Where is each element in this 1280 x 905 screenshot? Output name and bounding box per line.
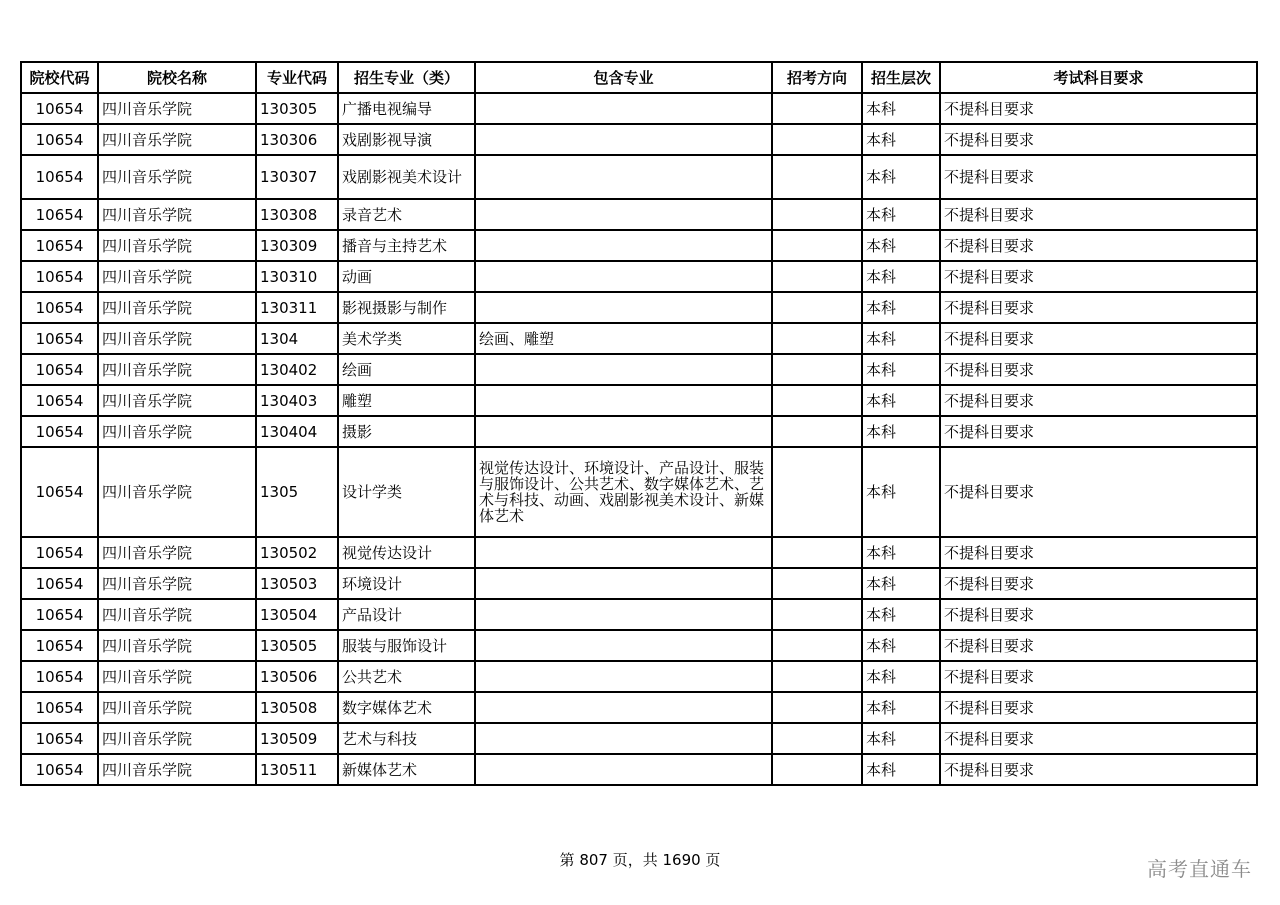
cell-major-code: 130308 xyxy=(256,199,338,230)
cell-school-code: 10654 xyxy=(21,723,98,754)
cell-major-code: 130309 xyxy=(256,230,338,261)
cell-school-name: 四川音乐学院 xyxy=(98,385,256,416)
cell-school-code: 10654 xyxy=(21,537,98,568)
cell-major: 绘画 xyxy=(338,354,475,385)
table-row xyxy=(21,93,1257,124)
cell-subject-requirement: 不提科目要求 xyxy=(940,199,1257,230)
cell-included-majors xyxy=(475,661,772,692)
cell-included-majors xyxy=(475,354,772,385)
cell-major-code: 130509 xyxy=(256,723,338,754)
cell-direction xyxy=(772,447,862,537)
cell-school-name: 四川音乐学院 xyxy=(98,692,256,723)
cell-school-name: 四川音乐学院 xyxy=(98,230,256,261)
cell-subject-requirement: 不提科目要求 xyxy=(940,155,1257,199)
cell-major: 数字媒体艺术 xyxy=(338,692,475,723)
table-body xyxy=(21,93,1257,785)
cell-school-code: 10654 xyxy=(21,261,98,292)
cell-major-code: 130404 xyxy=(256,416,338,447)
cell-school-code: 10654 xyxy=(21,661,98,692)
table-row xyxy=(21,385,1257,416)
cell-school-code: 10654 xyxy=(21,93,98,124)
cell-major: 新媒体艺术 xyxy=(338,754,475,785)
cell-included-majors: 绘画、雕塑 xyxy=(475,323,772,354)
header-major-code: 专业代码 xyxy=(256,62,338,93)
cell-major-code: 130402 xyxy=(256,354,338,385)
cell-subject-requirement: 不提科目要求 xyxy=(940,354,1257,385)
cell-included-majors xyxy=(475,124,772,155)
cell-subject-requirement: 不提科目要求 xyxy=(940,230,1257,261)
cell-direction xyxy=(772,155,862,199)
cell-major-code: 130502 xyxy=(256,537,338,568)
cell-major: 服装与服饰设计 xyxy=(338,630,475,661)
cell-major-code: 130310 xyxy=(256,261,338,292)
table-row xyxy=(21,692,1257,723)
page-number: 第 807 页，共 1690 页 xyxy=(559,851,721,869)
cell-included-majors xyxy=(475,385,772,416)
cell-major-code: 130511 xyxy=(256,754,338,785)
cell-major-code: 130506 xyxy=(256,661,338,692)
enrollment-table xyxy=(20,61,1258,786)
cell-subject-requirement: 不提科目要求 xyxy=(940,416,1257,447)
cell-school-name: 四川音乐学院 xyxy=(98,155,256,199)
cell-major: 播音与主持艺术 xyxy=(338,230,475,261)
cell-major: 视觉传达设计 xyxy=(338,537,475,568)
cell-school-name: 四川音乐学院 xyxy=(98,723,256,754)
cell-level: 本科 xyxy=(862,230,940,261)
cell-major-code: 1304 xyxy=(256,323,338,354)
cell-major-code: 1305 xyxy=(256,447,338,537)
table-row xyxy=(21,155,1257,199)
cell-subject-requirement: 不提科目要求 xyxy=(940,723,1257,754)
header-included-majors: 包含专业 xyxy=(475,62,772,93)
cell-level: 本科 xyxy=(862,630,940,661)
cell-major: 公共艺术 xyxy=(338,661,475,692)
cell-school-code: 10654 xyxy=(21,447,98,537)
cell-subject-requirement: 不提科目要求 xyxy=(940,447,1257,537)
cell-school-name: 四川音乐学院 xyxy=(98,93,256,124)
cell-direction xyxy=(772,354,862,385)
cell-school-name: 四川音乐学院 xyxy=(98,630,256,661)
cell-level: 本科 xyxy=(862,354,940,385)
cell-direction xyxy=(772,385,862,416)
cell-direction xyxy=(772,230,862,261)
cell-school-code: 10654 xyxy=(21,230,98,261)
cell-level: 本科 xyxy=(862,723,940,754)
cell-school-code: 10654 xyxy=(21,599,98,630)
cell-school-code: 10654 xyxy=(21,754,98,785)
cell-major-code: 130403 xyxy=(256,385,338,416)
table-row xyxy=(21,754,1257,785)
cell-level: 本科 xyxy=(862,537,940,568)
cell-subject-requirement: 不提科目要求 xyxy=(940,124,1257,155)
cell-included-majors xyxy=(475,692,772,723)
cell-direction xyxy=(772,292,862,323)
cell-school-code: 10654 xyxy=(21,385,98,416)
cell-level: 本科 xyxy=(862,661,940,692)
cell-major-code: 130311 xyxy=(256,292,338,323)
cell-level: 本科 xyxy=(862,754,940,785)
cell-subject-requirement: 不提科目要求 xyxy=(940,261,1257,292)
table-row xyxy=(21,723,1257,754)
cell-direction xyxy=(772,93,862,124)
cell-direction xyxy=(772,692,862,723)
cell-major: 环境设计 xyxy=(338,568,475,599)
cell-major: 影视摄影与制作 xyxy=(338,292,475,323)
cell-subject-requirement: 不提科目要求 xyxy=(940,93,1257,124)
header-subject-requirement: 考试科目要求 xyxy=(940,62,1257,93)
cell-level: 本科 xyxy=(862,292,940,323)
cell-direction xyxy=(772,537,862,568)
cell-direction xyxy=(772,199,862,230)
cell-school-name: 四川音乐学院 xyxy=(98,261,256,292)
cell-school-name: 四川音乐学院 xyxy=(98,416,256,447)
table-row xyxy=(21,230,1257,261)
cell-major-code: 130504 xyxy=(256,599,338,630)
cell-school-name: 四川音乐学院 xyxy=(98,568,256,599)
cell-school-code: 10654 xyxy=(21,568,98,599)
cell-school-code: 10654 xyxy=(21,155,98,199)
cell-school-name: 四川音乐学院 xyxy=(98,124,256,155)
table-row xyxy=(21,292,1257,323)
cell-major-code: 130305 xyxy=(256,93,338,124)
cell-school-name: 四川音乐学院 xyxy=(98,323,256,354)
cell-included-majors xyxy=(475,754,772,785)
cell-major-code: 130307 xyxy=(256,155,338,199)
cell-included-majors xyxy=(475,199,772,230)
cell-major: 摄影 xyxy=(338,416,475,447)
cell-school-code: 10654 xyxy=(21,692,98,723)
cell-school-code: 10654 xyxy=(21,630,98,661)
cell-included-majors: 视觉传达设计、环境设计、产品设计、服装与服饰设计、公共艺术、数字媒体艺术、艺术与科技、动画、戏剧影视美术设计、新媒体艺术 xyxy=(475,447,772,537)
cell-subject-requirement: 不提科目要求 xyxy=(940,568,1257,599)
cell-included-majors xyxy=(475,599,772,630)
cell-school-code: 10654 xyxy=(21,124,98,155)
cell-major: 动画 xyxy=(338,261,475,292)
cell-school-name: 四川音乐学院 xyxy=(98,447,256,537)
cell-subject-requirement: 不提科目要求 xyxy=(940,323,1257,354)
cell-direction xyxy=(772,124,862,155)
table-row xyxy=(21,568,1257,599)
cell-level: 本科 xyxy=(862,261,940,292)
cell-level: 本科 xyxy=(862,124,940,155)
cell-level: 本科 xyxy=(862,416,940,447)
table-row xyxy=(21,261,1257,292)
cell-included-majors xyxy=(475,292,772,323)
header-row xyxy=(21,62,1257,93)
cell-subject-requirement: 不提科目要求 xyxy=(940,599,1257,630)
header-school-code: 院校代码 xyxy=(21,62,98,93)
cell-school-name: 四川音乐学院 xyxy=(98,199,256,230)
cell-subject-requirement: 不提科目要求 xyxy=(940,385,1257,416)
cell-level: 本科 xyxy=(862,199,940,230)
cell-subject-requirement: 不提科目要求 xyxy=(940,754,1257,785)
cell-included-majors xyxy=(475,155,772,199)
table-row xyxy=(21,599,1257,630)
cell-major-code: 130503 xyxy=(256,568,338,599)
cell-direction xyxy=(772,754,862,785)
table-row xyxy=(21,661,1257,692)
header-school-name: 院校名称 xyxy=(98,62,256,93)
cell-level: 本科 xyxy=(862,447,940,537)
cell-school-code: 10654 xyxy=(21,416,98,447)
cell-school-code: 10654 xyxy=(21,199,98,230)
cell-included-majors xyxy=(475,93,772,124)
cell-included-majors xyxy=(475,723,772,754)
cell-major-code: 130505 xyxy=(256,630,338,661)
table-row xyxy=(21,630,1257,661)
cell-school-name: 四川音乐学院 xyxy=(98,754,256,785)
cell-level: 本科 xyxy=(862,692,940,723)
cell-included-majors xyxy=(475,261,772,292)
cell-major: 录音艺术 xyxy=(338,199,475,230)
cell-included-majors xyxy=(475,230,772,261)
cell-major: 艺术与科技 xyxy=(338,723,475,754)
cell-direction xyxy=(772,261,862,292)
cell-subject-requirement: 不提科目要求 xyxy=(940,537,1257,568)
table-row xyxy=(21,447,1257,537)
cell-subject-requirement: 不提科目要求 xyxy=(940,630,1257,661)
watermark-logo: 高考直通车 xyxy=(1147,857,1252,881)
cell-direction xyxy=(772,416,862,447)
cell-school-name: 四川音乐学院 xyxy=(98,537,256,568)
cell-school-name: 四川音乐学院 xyxy=(98,661,256,692)
cell-level: 本科 xyxy=(862,385,940,416)
table-row xyxy=(21,416,1257,447)
cell-school-name: 四川音乐学院 xyxy=(98,599,256,630)
cell-major: 美术学类 xyxy=(338,323,475,354)
cell-direction xyxy=(772,599,862,630)
cell-major: 产品设计 xyxy=(338,599,475,630)
cell-major-code: 130306 xyxy=(256,124,338,155)
table-row xyxy=(21,323,1257,354)
cell-school-name: 四川音乐学院 xyxy=(98,354,256,385)
cell-major: 广播电视编导 xyxy=(338,93,475,124)
header-direction: 招考方向 xyxy=(772,62,862,93)
table-row xyxy=(21,124,1257,155)
cell-major: 戏剧影视美术设计 xyxy=(338,155,475,199)
cell-major: 设计学类 xyxy=(338,447,475,537)
cell-major-code: 130508 xyxy=(256,692,338,723)
cell-direction xyxy=(772,568,862,599)
table-header xyxy=(21,62,1257,93)
cell-included-majors xyxy=(475,630,772,661)
cell-level: 本科 xyxy=(862,568,940,599)
cell-school-code: 10654 xyxy=(21,323,98,354)
cell-school-code: 10654 xyxy=(21,354,98,385)
cell-included-majors xyxy=(475,537,772,568)
cell-level: 本科 xyxy=(862,599,940,630)
cell-subject-requirement: 不提科目要求 xyxy=(940,692,1257,723)
cell-school-name: 四川音乐学院 xyxy=(98,292,256,323)
cell-subject-requirement: 不提科目要求 xyxy=(940,292,1257,323)
header-level: 招生层次 xyxy=(862,62,940,93)
header-major: 招生专业（类） xyxy=(338,62,475,93)
cell-direction xyxy=(772,661,862,692)
cell-major: 雕塑 xyxy=(338,385,475,416)
cell-level: 本科 xyxy=(862,93,940,124)
cell-level: 本科 xyxy=(862,155,940,199)
cell-level: 本科 xyxy=(862,323,940,354)
cell-included-majors xyxy=(475,568,772,599)
table-row xyxy=(21,354,1257,385)
cell-school-code: 10654 xyxy=(21,292,98,323)
cell-subject-requirement: 不提科目要求 xyxy=(940,661,1257,692)
cell-included-majors xyxy=(475,416,772,447)
table-row xyxy=(21,537,1257,568)
cell-direction xyxy=(772,630,862,661)
cell-direction xyxy=(772,323,862,354)
cell-direction xyxy=(772,723,862,754)
table-row xyxy=(21,199,1257,230)
cell-major: 戏剧影视导演 xyxy=(338,124,475,155)
